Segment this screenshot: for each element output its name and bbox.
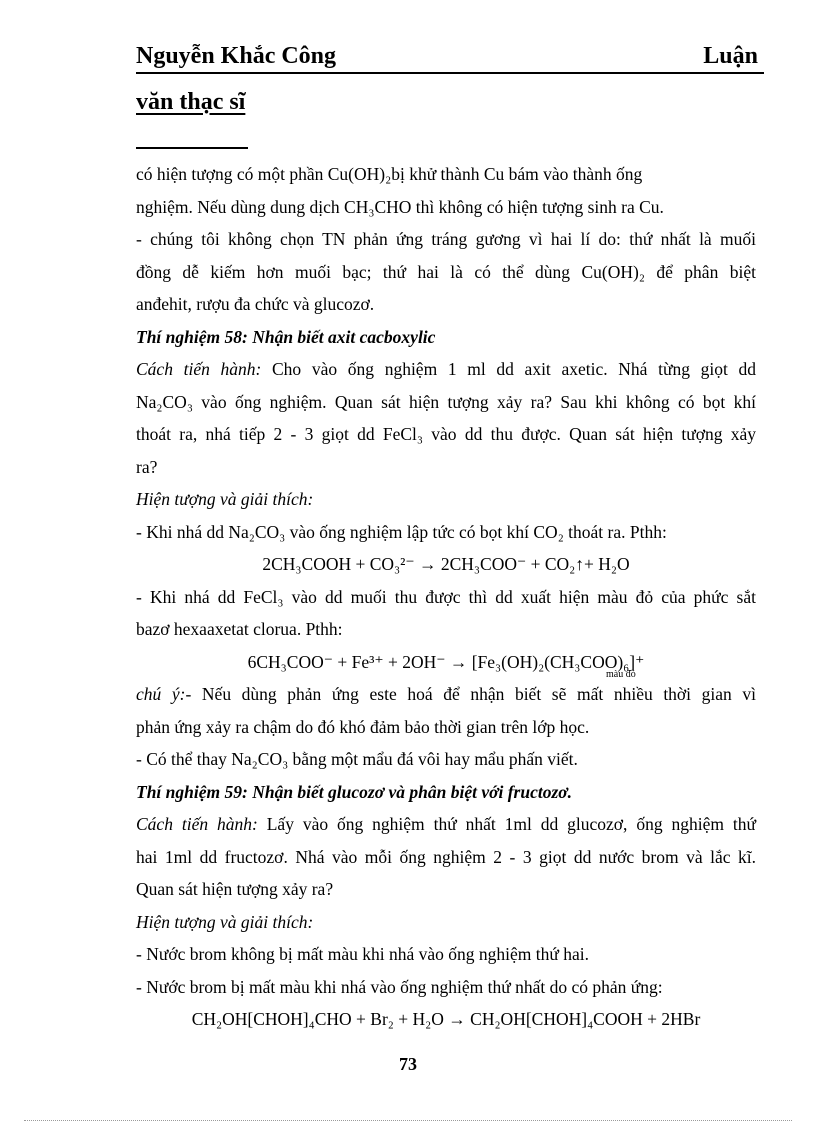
observation-label: Hiện tượng và giải thích: bbox=[136, 911, 314, 932]
text-line: bazơ hexaaxetat clorua. Pthh: bbox=[136, 619, 343, 639]
experiment-58-title: Thí nghiệm 58: Nhận biết axit cacboxylic bbox=[136, 326, 436, 347]
equation-2 bbox=[136, 646, 756, 679]
method-text: Cho vào ống nghiệm 1 ml dd axit axetic. Nhá từng giọt dd bbox=[261, 359, 756, 379]
header-author: Nguyễn Khắc Công bbox=[136, 43, 337, 69]
observation-label: Hiện tượng và giải thích: bbox=[136, 489, 314, 509]
note-text: - Nếu dùng phản ứng este hoá để nhận biết sẽ mất nhiều thời gian vì bbox=[185, 684, 756, 704]
text-line: phản ứng xảy ra chậm do đó khó đảm bảo thời gian trên lớp học. bbox=[136, 716, 590, 737]
text-line bbox=[136, 353, 756, 386]
method-label: Cách tiến hành: bbox=[136, 814, 258, 834]
page-number: 73 bbox=[399, 1054, 417, 1074]
text-line: ra? bbox=[136, 456, 158, 477]
text-line bbox=[136, 678, 756, 711]
experiment-59-title: Thí nghiệm 59: Nhận biết glucozơ và phân biệt với fructozơ. bbox=[136, 781, 573, 802]
text-line: - chúng tôi không chọn TN phản ứng tráng gương vì hai lí do: thứ nhất là muối bbox=[136, 229, 756, 249]
text-line: có hiện tượng có một phần Cu(OH)₂bị khử thành Cu bám vào thành ống bbox=[136, 164, 643, 184]
text-line: - Nước brom không bị mất màu khi nhá vào ống nghiệm thứ hai. bbox=[136, 944, 590, 964]
header-title-continued: văn thạc sĩ bbox=[136, 89, 246, 115]
page-bottom-border bbox=[24, 1120, 792, 1121]
method-text: Lấy vào ống nghiệm thứ nhất 1ml dd glucozơ, ống nghiệm thứ bbox=[257, 814, 756, 834]
equation-1: 2CH₃COOH + CO₃²⁻ → 2CH₃COO⁻ + CO₂↑+ H₂O bbox=[262, 554, 630, 574]
equation-2-text: 6CH₃COO⁻ + Fe³⁺ + 2OH⁻ → [Fe₃(OH)₂(CH₃COO)₆]⁺ bbox=[247, 651, 645, 672]
header-title: Luận bbox=[703, 43, 758, 69]
text-line: Quan sát hiện tượng xảy ra? bbox=[136, 879, 334, 899]
text-line: anđehit, rượu đa chức và glucozơ. bbox=[136, 294, 375, 314]
text-line: đồng dễ kiếm hơn muối bạc; thứ hai là có thể dùng Cu(OH)₂ để phân biệt bbox=[136, 261, 756, 282]
text-line bbox=[136, 808, 756, 841]
equation-2-color-note: màu đỏ bbox=[606, 668, 636, 680]
text-line: hai 1ml dd fructozơ. Nhá vào mỗi ống nghiệm 2 - 3 giọt dd nước brom và lắc kĩ. bbox=[136, 846, 756, 867]
text-line: - Khi nhá dd FeCl₃ vào dd muối thu được thì dd xuất hiện màu đỏ của phức sắt bbox=[136, 586, 756, 607]
equation-3: CH₂OH[CHOH]₄CHO + Br₂ + H₂O → CH₂OH[CHOH]₄COOH + 2HBr bbox=[191, 1009, 701, 1029]
header-divider bbox=[136, 147, 248, 149]
text-line: - Có thể thay Na₂CO₃ bằng một mẩu đá vôi hay mẩu phấn viết. bbox=[136, 749, 578, 769]
text-line: - Khi nhá dd Na₂CO₃ vào ống nghiệm lập tức có bọt khí CO₂ thoát ra. Pthh: bbox=[136, 521, 667, 542]
text-line: Na₂CO₃ vào ống nghiệm. Quan sát hiện tượng xảy ra? Sau khi không có bọt khí bbox=[136, 391, 756, 412]
page-body bbox=[136, 158, 756, 1036]
method-label: Cách tiến hành: bbox=[136, 359, 262, 379]
running-header bbox=[136, 40, 764, 74]
text-line: thoát ra, nhá tiếp 2 - 3 giọt dd FeCl₃ vào dd thu được. Quan sát hiện tượng xảy bbox=[136, 424, 756, 444]
note-label: chú ý: bbox=[136, 684, 186, 704]
text-line: - Nước brom bị mất màu khi nhá vào ống nghiệm thứ nhất do có phản ứng: bbox=[136, 976, 663, 997]
text-line: nghiệm. Nếu dùng dung dịch CH₃CHO thì không có hiện tượng sinh ra Cu. bbox=[136, 196, 664, 217]
